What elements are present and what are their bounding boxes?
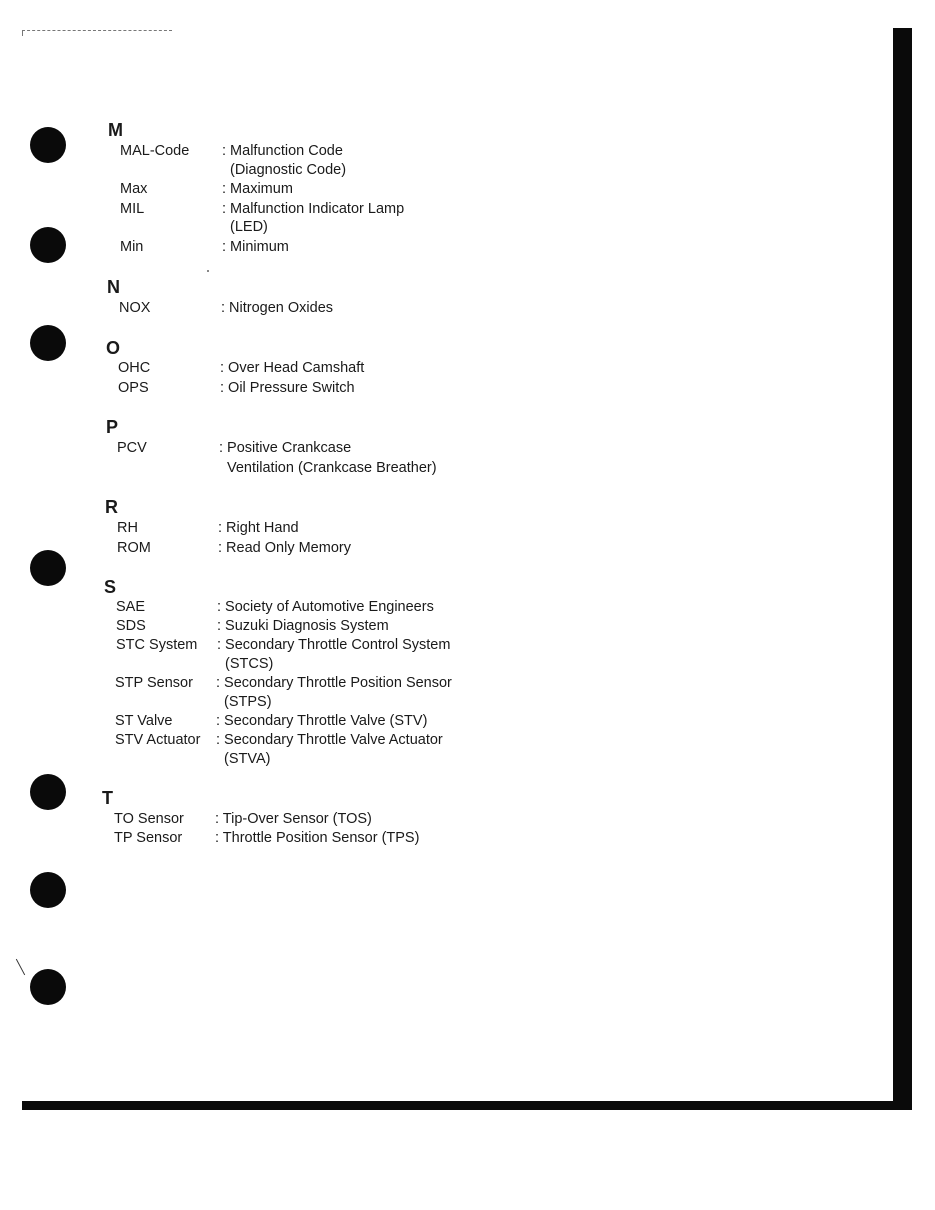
definition: : Secondary Throttle Valve (STV) <box>216 713 428 729</box>
binder-hole <box>30 969 66 1005</box>
scan-mark <box>16 959 25 975</box>
term-sds: SDS <box>116 618 146 634</box>
definition-continued: (Diagnostic Code) <box>230 162 347 178</box>
term-pcv: PCV <box>117 440 147 456</box>
definition: : Secondary Throttle Valve Actuator <box>216 732 443 748</box>
definition-continued: (STPS) <box>224 694 272 710</box>
term-rh: RH <box>117 520 138 536</box>
term-stc-system: STC System <box>116 637 198 653</box>
term-stp-sensor: STP Sensor <box>115 675 193 691</box>
definition: : Over Head Camshaft <box>220 360 365 376</box>
definition: : Suzuki Diagnosis System <box>217 618 389 634</box>
section-letter-s: S <box>104 577 117 597</box>
definition: : Tip-Over Sensor (TOS) <box>215 811 372 827</box>
section-letter-r: R <box>105 497 118 517</box>
binder-hole <box>30 325 66 361</box>
term-min: Min <box>120 239 144 255</box>
definition-continued: (STCS) <box>225 656 274 672</box>
section-letter-t: T <box>102 788 113 808</box>
term-st-valve: ST Valve <box>115 713 173 729</box>
term-tp-sensor: TP Sensor <box>114 830 183 846</box>
scan-speck <box>207 270 209 272</box>
term-mal-code: MAL-Code <box>120 143 190 159</box>
term-mil: MIL <box>120 201 145 217</box>
binder-hole <box>30 872 66 908</box>
bottom-scan-border <box>22 1101 912 1110</box>
binder-hole <box>30 774 66 810</box>
section-letter-m: M <box>108 120 123 140</box>
section-letter-n: N <box>107 277 120 297</box>
definition: : Positive Crankcase <box>219 440 352 456</box>
term-stv-actuator: STV Actuator <box>115 732 201 748</box>
definition: : Minimum <box>222 239 289 255</box>
term-ops: OPS <box>118 380 149 396</box>
definition: : Malfunction Indicator Lamp <box>222 201 405 217</box>
definition: : Society of Automotive Engineers <box>217 599 434 615</box>
top-edge-tick <box>22 30 23 36</box>
right-scan-border <box>893 28 912 1110</box>
term-to-sensor: TO Sensor <box>114 811 184 827</box>
section-letter-p: P <box>106 417 119 437</box>
definition: : Secondary Throttle Position Sensor <box>216 675 452 691</box>
top-edge-dashes <box>22 30 172 31</box>
term-sae: SAE <box>116 599 146 615</box>
definition: : Secondary Throttle Control System <box>217 637 451 653</box>
definition-continued: (STVA) <box>224 751 271 767</box>
definition: : Nitrogen Oxides <box>221 300 334 316</box>
definition: : Malfunction Code <box>222 143 343 159</box>
definition: : Maximum <box>222 181 293 197</box>
section-letter-o: O <box>106 338 121 358</box>
definition-continued: Ventilation (Crankcase Breather) <box>227 460 437 476</box>
term-ohc: OHC <box>118 360 151 376</box>
definition-continued: (LED) <box>230 219 268 235</box>
binder-hole <box>30 227 66 263</box>
definition: : Throttle Position Sensor (TPS) <box>215 830 420 846</box>
definition: : Oil Pressure Switch <box>220 380 355 396</box>
term-rom: ROM <box>117 540 151 556</box>
term-nox: NOX <box>119 300 151 316</box>
definition: : Right Hand <box>218 520 299 536</box>
definition: : Read Only Memory <box>218 540 351 556</box>
term-max: Max <box>120 181 148 197</box>
binder-hole <box>30 550 66 586</box>
binder-hole <box>30 127 66 163</box>
